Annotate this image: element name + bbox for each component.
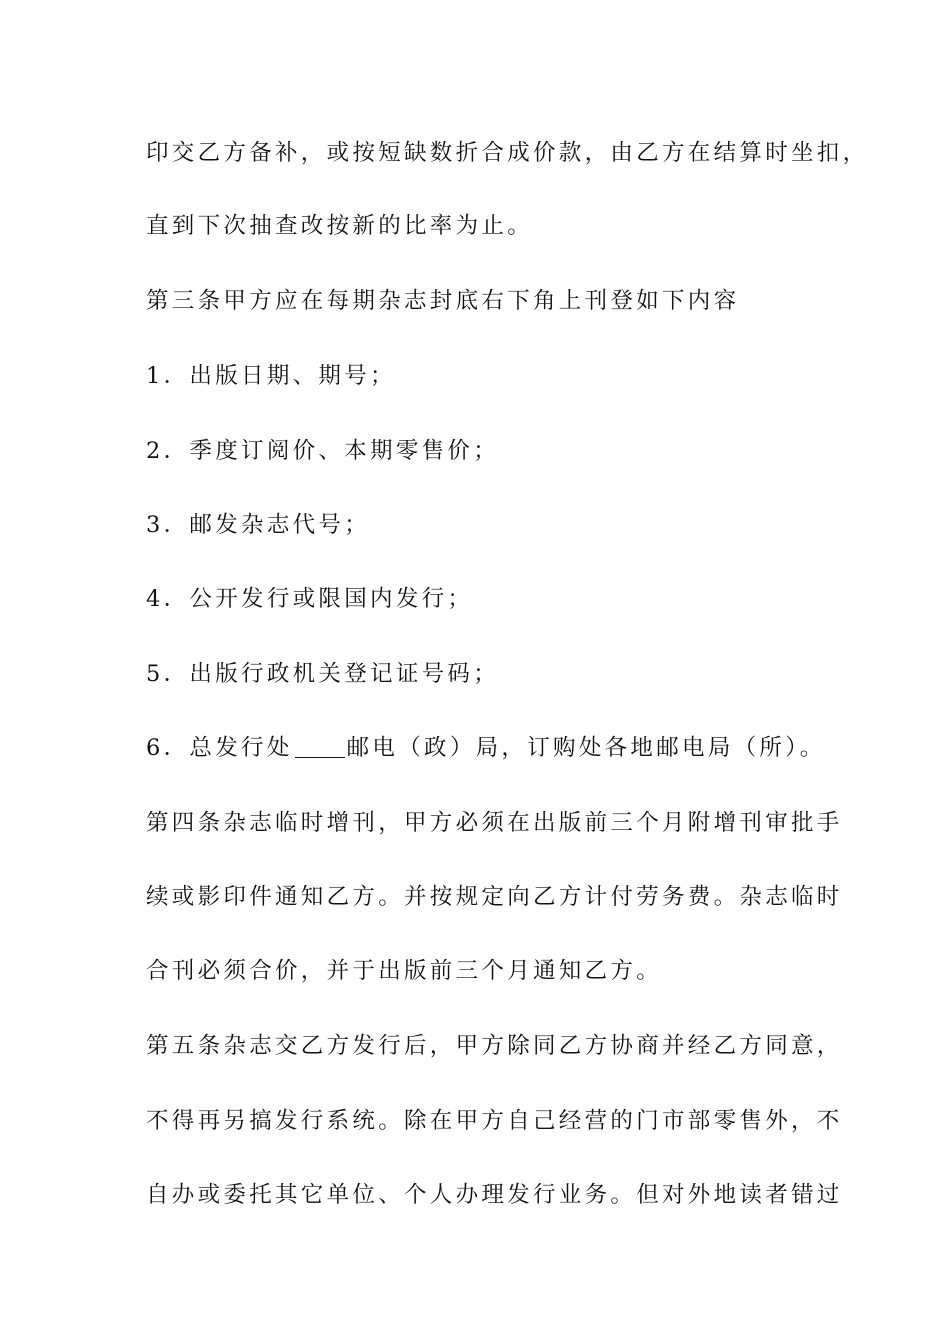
list-item: 3．邮发杂志代号； [146,512,371,538]
article-heading-line: 第三条甲方应在每期杂志封底右下角上刊登如下内容 [146,288,740,314]
list-item-text: 6．总发行处 [146,735,293,761]
fill-in-blank [295,735,345,758]
list-item: 2．季度订阅价、本期零售价； [146,438,500,464]
list-item: 5．出版行政机关登记证号码； [146,661,500,687]
paragraph-line: 直到下次抽查改按新的比率为止。 [146,213,534,239]
paragraph-line: 续或影印件通知乙方。并按规定向乙方计付劳务费。杂志临时 [146,884,843,910]
paragraph-line: 第五条杂志交乙方发行后，甲方除同乙方协商并经乙方同意， [146,1033,843,1059]
list-item [146,728,826,768]
paragraph-line: 第四条杂志临时增刊，甲方必须在出版前三个月附增刊审批手 [146,810,843,836]
list-item: 1．出版日期、期号； [146,363,396,389]
list-item: 4．公开发行或限国内发行； [146,586,474,612]
list-item-text: 邮电（政）局，订购处各地邮电局（所）。 [346,735,826,761]
paragraph-line: 不得再另搞发行系统。除在甲方自己经营的门市部零售外，不 [146,1108,843,1134]
paragraph-line: 合刊必须合价，并于出版前三个月通知乙方。 [146,958,663,984]
paragraph-line: 自办或委托其它单位、个人办理发行业务。但对外地读者错过 [146,1182,843,1208]
paragraph-line: 印交乙方备补，或按短缺数折合成价款，由乙方在结算时坐扣， [146,140,869,166]
